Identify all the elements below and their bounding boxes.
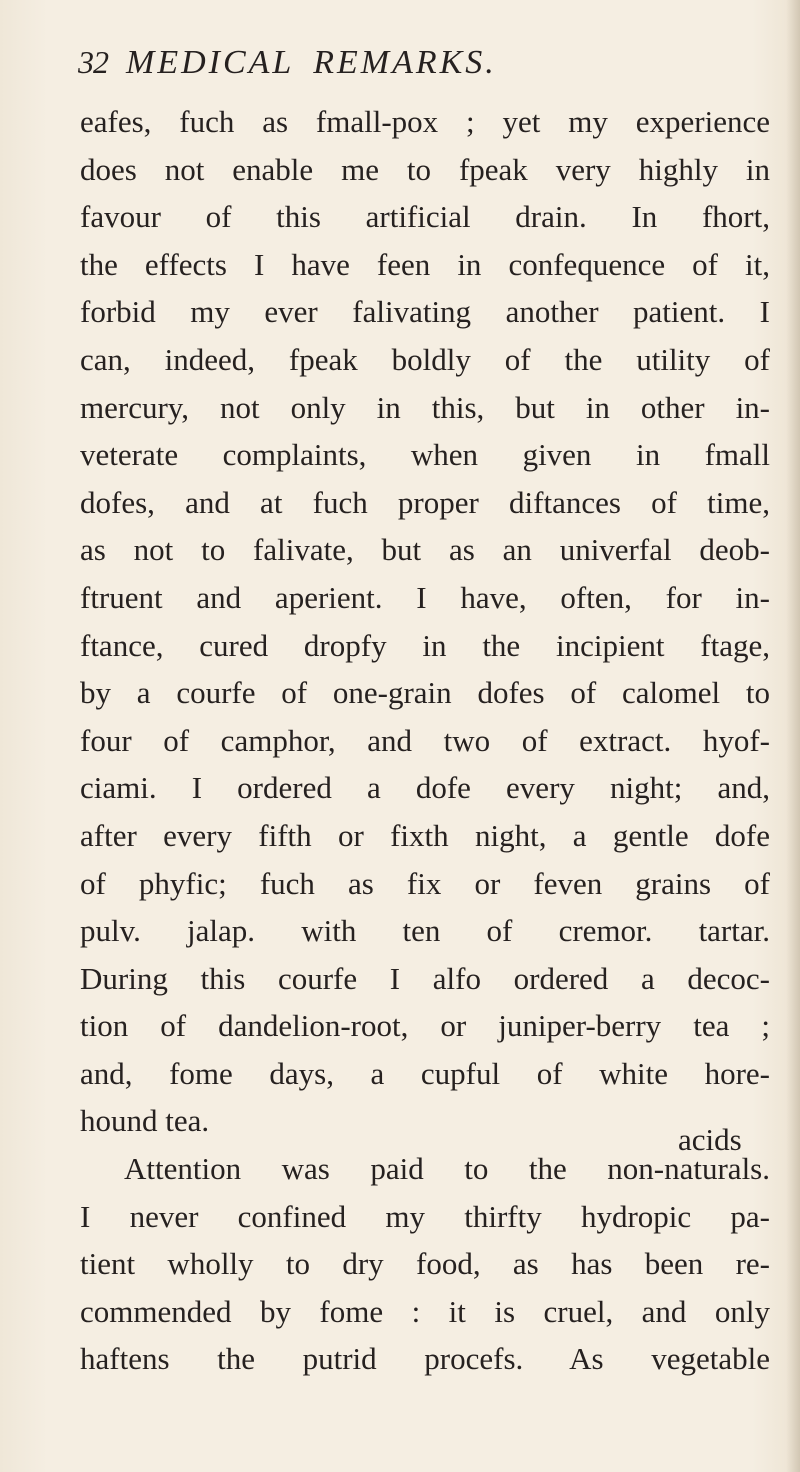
text-line: eafes, fuch as fmall-pox ; yet my experience [80,104,770,139]
page-number: 32 [78,44,108,80]
text-line: ciami. I ordered a dofe every night; and, [80,770,770,806]
text-line: I never confined my thirfty hydropic pa- [80,1198,770,1234]
text-line: mercury, not only in this, but in other in- [80,389,770,425]
text-line: forbid my ever falivating another patient. I [80,294,770,330]
page-edge-shadow [786,0,800,1472]
text-line: and, fome days, a cupful of white hore- [80,1055,770,1091]
catchword: acids [678,1122,742,1157]
text-line: dofes, and at fuch proper diftances of time, [80,484,770,520]
text-line: ftruent and aperient. I have, often, for in- [80,579,770,615]
text-line: tion of dandelion-root, or juniper-berry tea ; [80,1008,770,1044]
text-line: the effects I have feen in confequence of it, [80,246,770,282]
text-line: can, indeed, fpeak boldly of the utility of [80,341,770,377]
text-line: commended by fome : it is cruel, and only [80,1293,770,1329]
page-header [78,44,497,94]
text-line: During this courfe I alfo ordered a decoc- [80,960,770,996]
text-line: after every fifth or fixth night, a gentle dofe [80,817,770,853]
text-line: by a courfe of one-grain dofes of calomel to [80,675,770,711]
body-text [80,98,770,1383]
text-line: four of camphor, and two of extract. hyof- [80,722,770,758]
text-line: ftance, cured dropfy in the incipient ftage, [80,627,770,663]
text-line: of phyfic; fuch as fix or feven grains of [80,865,770,901]
text-line: pulv. jalap. with ten of cremor. tartar. [80,913,770,949]
paragraph-end-line: hound tea. [80,1103,210,1139]
text-line: as not to falivate, but as an univerfal deob- [80,532,770,568]
text-line: does not enable me to fpeak very highly in [80,151,770,187]
text-line: favour of this artificial drain. In fhort, [80,199,770,235]
running-head: MEDICAL REMARKS. [126,44,497,81]
text-line: tient wholly to dry food, as has been re- [80,1246,770,1282]
text-line: veterate complaints, when given in fmall [80,437,770,473]
paragraph-start-line: Attention was paid to the non-naturals. [124,1151,770,1187]
text-line: haftens the putrid procefs. As vegetable [80,1341,770,1377]
